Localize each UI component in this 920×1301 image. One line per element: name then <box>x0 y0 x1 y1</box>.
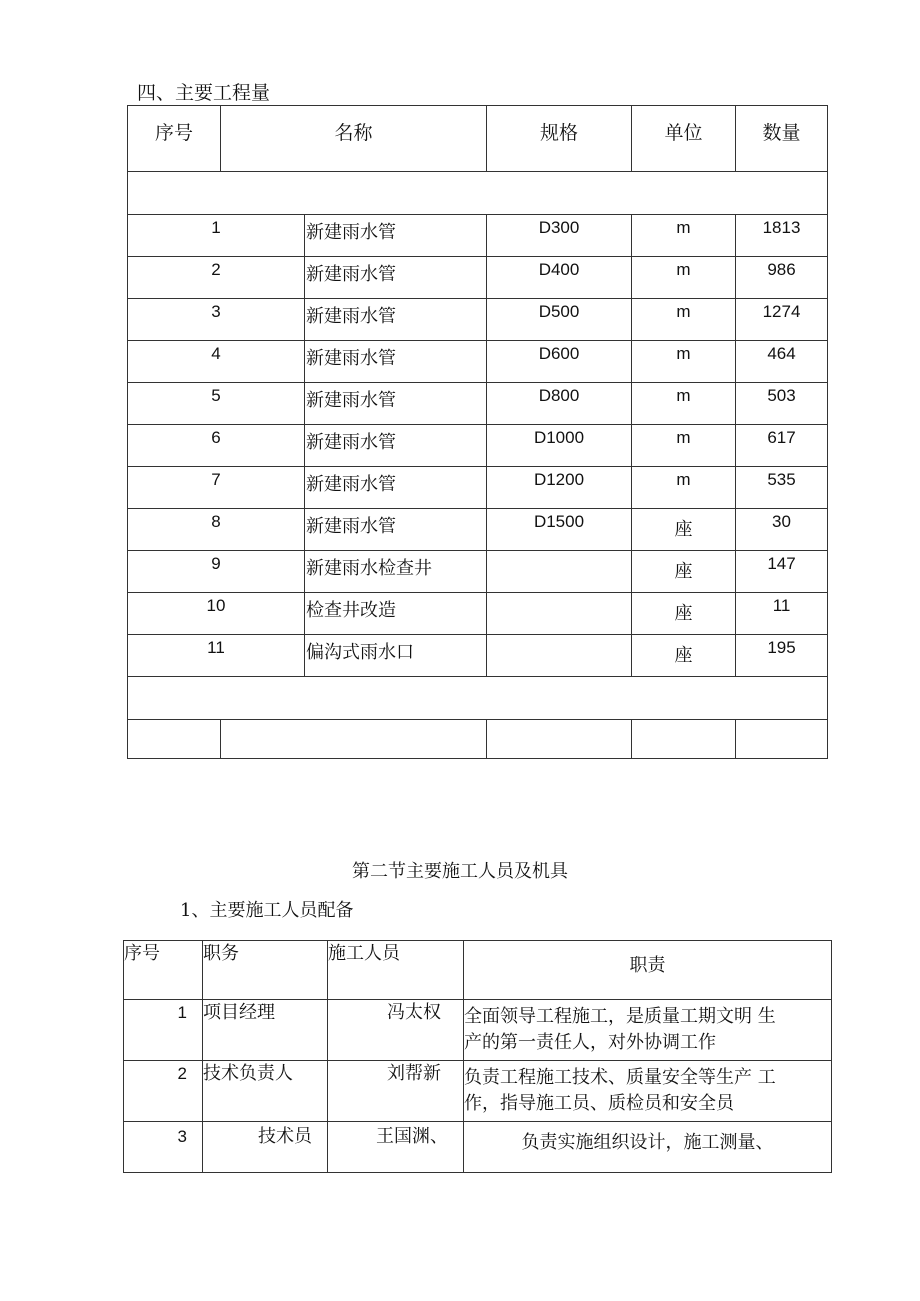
row-unit: m <box>632 299 736 341</box>
row-no: 3 <box>124 1122 203 1173</box>
row-person: 刘帮新 <box>328 1061 464 1122</box>
row-role: 项目经理 <box>203 1000 328 1061</box>
row-spec: D1000 <box>487 425 632 467</box>
duty-line: 负责工程施工技术、质量安全等生产 工 <box>464 1067 776 1088</box>
row-spec: D300 <box>487 215 632 257</box>
quantities-table <box>127 105 828 759</box>
row-spec <box>487 551 632 593</box>
row-unit: m <box>632 215 736 257</box>
row-no: 6 <box>128 425 305 467</box>
duty-line: 作，指导施工员、质检员和安全员 <box>464 1093 734 1114</box>
row-name: 新建雨水管 <box>305 425 487 467</box>
row-qty: 617 <box>736 425 828 467</box>
row-name: 新建雨水管 <box>305 467 487 509</box>
row-no: 8 <box>128 509 305 551</box>
row-no: 11 <box>128 635 305 677</box>
table-row <box>124 1061 832 1122</box>
table-row <box>128 593 828 635</box>
row-name: 新建雨水管 <box>305 257 487 299</box>
table-row <box>128 635 828 677</box>
row-unit: m <box>632 425 736 467</box>
header-spec: 规格 <box>487 106 632 172</box>
header-duty: 职责 <box>464 941 832 1000</box>
table-header-row <box>124 941 832 1000</box>
row-spec: D600 <box>487 341 632 383</box>
row-person: 冯太权 <box>328 1000 464 1061</box>
row-qty: 147 <box>736 551 828 593</box>
blank-row <box>128 172 828 215</box>
row-name: 新建雨水管 <box>305 341 487 383</box>
row-no: 10 <box>128 593 305 635</box>
row-no: 5 <box>128 383 305 425</box>
row-no: 2 <box>128 257 305 299</box>
row-unit: 座 <box>632 551 736 593</box>
row-spec: D1500 <box>487 509 632 551</box>
row-unit: m <box>632 383 736 425</box>
row-name: 新建雨水管 <box>305 383 487 425</box>
table-row <box>128 215 828 257</box>
table-row <box>128 509 828 551</box>
header-role: 职务 <box>203 941 328 1000</box>
header-no: 序号 <box>128 106 221 172</box>
table-row <box>128 551 828 593</box>
header-qty: 数量 <box>736 106 828 172</box>
table-row <box>128 299 828 341</box>
row-role: 技术员 <box>203 1122 328 1173</box>
row-name: 新建雨水管 <box>305 215 487 257</box>
row-qty: 464 <box>736 341 828 383</box>
table-row <box>128 383 828 425</box>
table-row <box>128 467 828 509</box>
row-spec <box>487 635 632 677</box>
header-name: 名称 <box>221 106 487 172</box>
row-no: 3 <box>128 299 305 341</box>
row-qty: 195 <box>736 635 828 677</box>
staff-table <box>123 940 832 1173</box>
table-row <box>128 425 828 467</box>
row-unit: m <box>632 467 736 509</box>
duty-line: 产的第一责任人，对外协调工作 <box>464 1032 716 1053</box>
table-row <box>128 341 828 383</box>
row-no: 2 <box>124 1061 203 1122</box>
empty-row <box>128 720 828 759</box>
table-header-row <box>128 106 828 172</box>
row-name: 新建雨水检查井 <box>305 551 487 593</box>
row-name: 检查井改造 <box>305 593 487 635</box>
row-spec: D500 <box>487 299 632 341</box>
row-qty: 986 <box>736 257 828 299</box>
table-row <box>124 1000 832 1061</box>
header-no: 序号 <box>124 941 203 1000</box>
row-duty: 负责实施组织设计，施工测量、 <box>464 1122 832 1173</box>
subsection-heading: 1、主要施工人员配备 <box>180 900 354 921</box>
table-row <box>124 1122 832 1173</box>
row-unit: 座 <box>632 593 736 635</box>
row-no: 7 <box>128 467 305 509</box>
row-name: 新建雨水管 <box>305 299 487 341</box>
row-qty: 30 <box>736 509 828 551</box>
row-qty: 535 <box>736 467 828 509</box>
row-spec: D1200 <box>487 467 632 509</box>
blank-row <box>128 677 828 720</box>
row-role: 技术负责人 <box>203 1061 328 1122</box>
row-no: 1 <box>124 1000 203 1061</box>
row-spec <box>487 593 632 635</box>
row-person: 王国渊、 <box>328 1122 464 1173</box>
row-qty: 11 <box>736 593 828 635</box>
row-spec: D800 <box>487 383 632 425</box>
table-row <box>128 257 828 299</box>
row-no: 4 <box>128 341 305 383</box>
row-qty: 503 <box>736 383 828 425</box>
row-qty: 1813 <box>736 215 828 257</box>
row-no: 1 <box>128 215 305 257</box>
header-person: 施工人员 <box>328 941 464 1000</box>
row-unit: 座 <box>632 509 736 551</box>
row-spec: D400 <box>487 257 632 299</box>
section2-title: 第二节主要施工人员及机具 <box>352 861 568 882</box>
row-unit: m <box>632 257 736 299</box>
row-unit: 座 <box>632 635 736 677</box>
row-name: 新建雨水管 <box>305 509 487 551</box>
section-heading: 四、主要工程量 <box>137 82 271 104</box>
row-unit: m <box>632 341 736 383</box>
duty-line: 全面领导工程施工，是质量工期文明 生 <box>464 1006 776 1027</box>
row-duty <box>464 1000 832 1061</box>
row-no: 9 <box>128 551 305 593</box>
row-name: 偏沟式雨水口 <box>305 635 487 677</box>
row-qty: 1274 <box>736 299 828 341</box>
row-duty <box>464 1061 832 1122</box>
header-unit: 单位 <box>632 106 736 172</box>
